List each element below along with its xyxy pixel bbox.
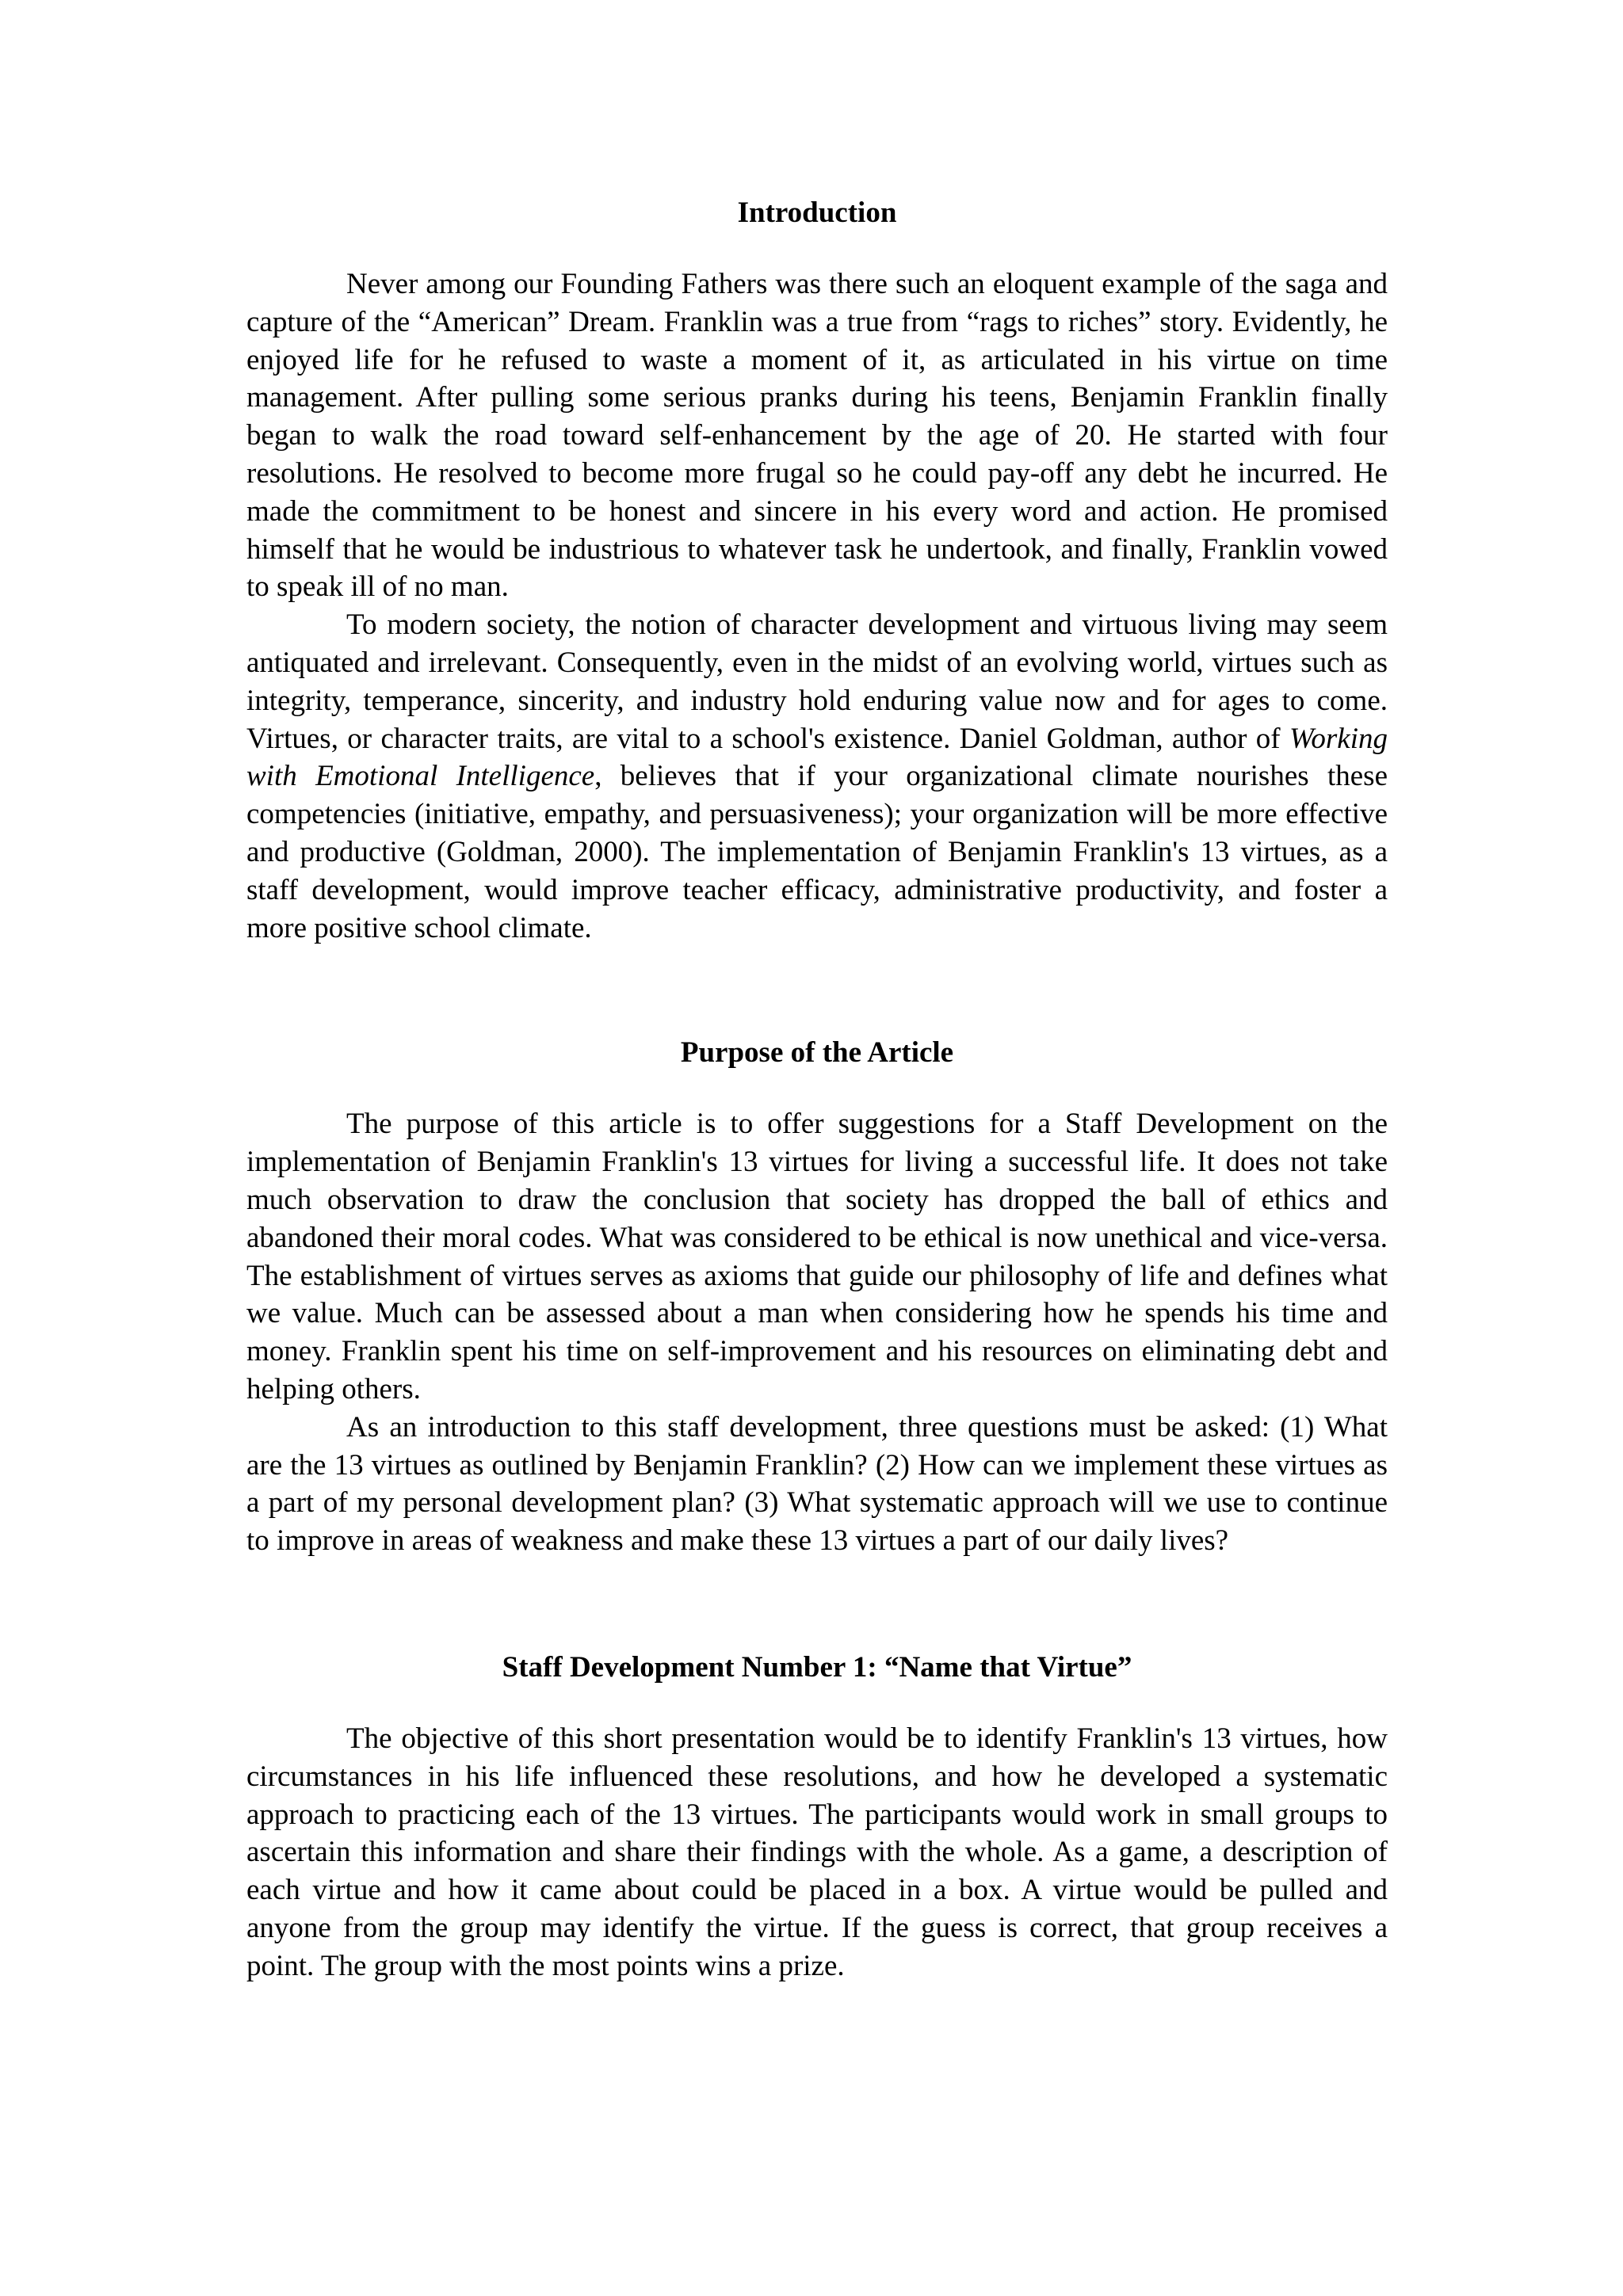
purpose-paragraph-2: As an introduction to this staff development, three questions must be asked: (1) What are the 13 virtues as outlined by Benjamin Franklin? (2) How can we implement these virtues as a part of my personal development plan? (3) What systematic approach will we use to continue to improve in areas of weakness and make these 13 virtues a part of our daily lives? (246, 1410, 1388, 1558)
introduction-paragraph-2-text-b: , believes that if your organizational climate nourishes these competencies (initiative, empathy, and persuasiveness); your organization will be more effective and productive (Goldman, 2000). The implementation of Benjamin Franklin's 13 virtues, as a staff development, would improve teacher efficacy, administrative productivity, and foster a more positive school climate. (246, 760, 1388, 944)
book-title: Working with Emotional Intelligence (246, 722, 1388, 793)
introduction-heading: Introduction (737, 196, 897, 229)
document-page (246, 194, 1388, 1985)
purpose-paragraph-1: The purpose of this article is to offer suggestions for a Staff Development on the implementation of Benjamin Franklin's 13 virtues for living a successful life. It does not take much observation to draw the conclusion that society has dropped the ball of ethics and abandoned their moral codes. What was considered to be ethical is now unethical and vice-versa. The establishment of virtues serves as axioms that guide our philosophy of life and defines what we value. Much can be assessed about a man when considering how he spends his time and money. Franklin spent his time on self-improvement and his resources on eliminating debt and helping others. (246, 1108, 1388, 1405)
purpose-section (246, 1034, 1388, 1560)
staff-development-heading: Staff Development Number 1: “Name that Virtue” (502, 1650, 1132, 1684)
introduction-paragraph-2 (246, 606, 1388, 947)
introduction-paragraph-2-text-a: To modern society, the notion of character development and virtuous living may seem antiquated and irrelevant. Consequently, even in the midst of an evolving world, virtues such as integrity, temperance, sincerity, and industry hold enduring value now and for ages to come. Virtues, or character traits, are vital to a school's existence. Daniel Goldman, author of (246, 608, 1388, 755)
staff-development-paragraph-1: The objective of this short presentation would be to identify Franklin's 13 virtues, how circumstances in his life influenced these resolutions, and how he developed a systematic approach to practicing each of the 13 virtues. The participants would work in small groups to ascertain this information and share their findings with the whole. As a game, a description of each virtue and how it came about could be placed in a box. A virtue would be pulled and anyone from the group may identify the virtue. If the guess is correct, that group receives a point. The group with the most points wins a prize. (246, 1722, 1388, 1982)
introduction-paragraph-1: Never among our Founding Fathers was there such an eloquent example of the saga and capture of the “American” Dream. Franklin was a true from “rags to riches” story. Evidently, he enjoyed life for he refused to waste a moment of it, as articulated in his virtue on time management. After pulling some serious pranks during his teens, Benjamin Franklin finally began to walk the road toward self-enhancement by the age of 20. He started with four resolutions. He resolved to become more frugal so he could pay-off any debt he incurred. He made the commitment to be honest and sincere in his every word and action. He promised himself that he would be industrious to whatever task he undertook, and finally, Franklin vowed to speak ill of no man. (246, 268, 1388, 604)
introduction-section (246, 194, 1388, 947)
purpose-heading: Purpose of the Article (680, 1036, 954, 1070)
staff-development-section (246, 1649, 1388, 1985)
